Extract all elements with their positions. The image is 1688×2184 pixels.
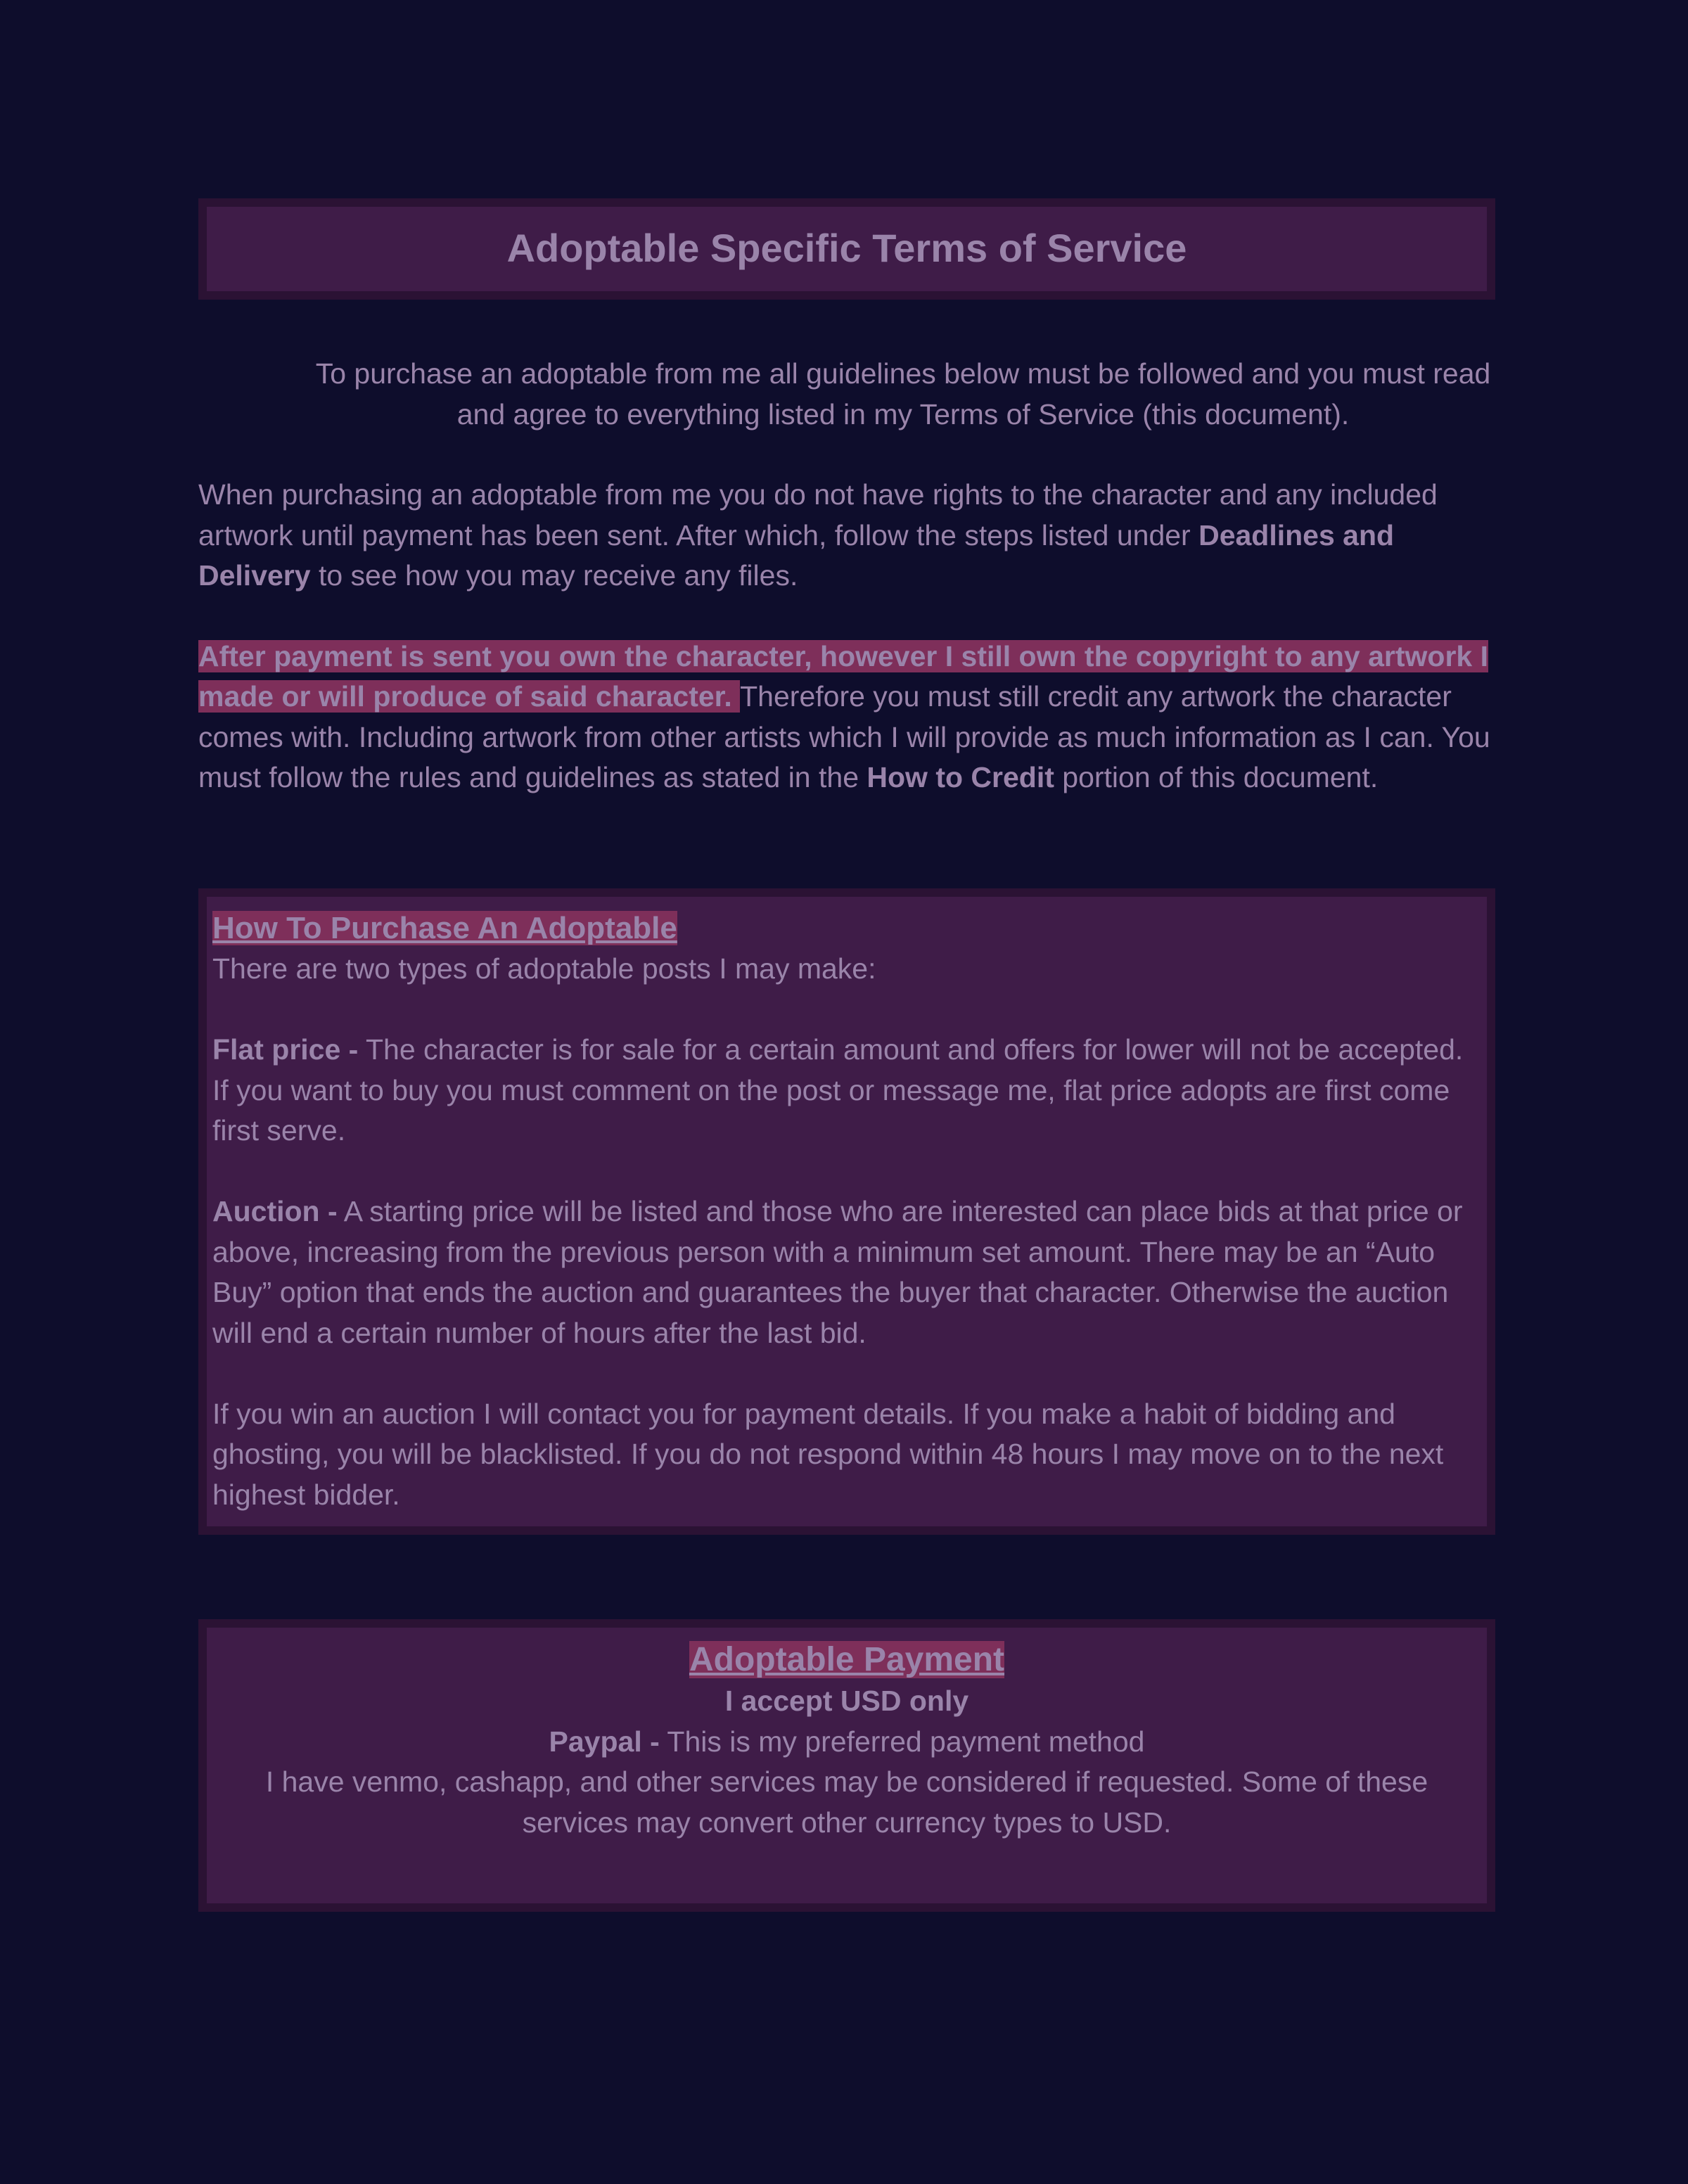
payment-section: [198, 1619, 1495, 1912]
flat-price-text: The character is for sale for a certain amount and offers for lower will not be accepted. If you want to buy you must comment on the post or message me, flat price adopts are first come first serve.: [212, 1033, 1464, 1147]
paypal-text: This is my preferred payment method: [659, 1725, 1145, 1758]
paypal-line: [207, 1722, 1487, 1763]
intro-paragraph: To purchase an adoptable from me all guidelines below must be followed and you must read and agree to everything listed in my Terms of Service (this document).: [315, 357, 1491, 430]
copyright-text: Therefore you must still credit any artwork the character comes with. Including artwork from other artists which I will provide as much information as I can. You must follow the rules and guidelines as stated in the: [198, 680, 1490, 793]
how-to-credit-ref: How to Credit: [867, 761, 1054, 793]
auction-paragraph: [212, 1192, 1481, 1353]
rights-text: When purchasing an adoptable from me you do not have rights to the character and any included artwork until payment has been sent. After which, follow the steps listed under: [198, 478, 1438, 551]
purchase-heading: How To Purchase An Adoptable: [212, 910, 677, 945]
page-title: Adoptable Specific Terms of Service: [506, 225, 1187, 270]
auction-text: A starting price will be listed and those who are interested can place bids at that price or above, increasing from the previous person with a minimum set amount. There may be an “Auto Buy” option that ends the auction and guarantees the buyer that character. Otherwise the auction will end a certain number of hours after the last bid.: [212, 1195, 1463, 1349]
flat-price-label: Flat price -: [212, 1033, 359, 1066]
payment-heading: Adoptable Payment: [689, 1641, 1005, 1678]
rights-text-end: to see how you may receive any files.: [310, 559, 798, 592]
copyright-highlight: After payment is sent you own the character, however I still own the copyright to any artwork I made or will produce of said character.: [198, 639, 1489, 713]
title-banner: [198, 198, 1495, 300]
copyright-text-end: portion of this document.: [1054, 761, 1379, 793]
purchase-intro: There are two types of adoptable posts I may make:: [212, 952, 876, 985]
copyright-paragraph: [198, 637, 1495, 798]
deadlines-delivery-ref: Deadlines and Delivery: [198, 518, 1395, 592]
currency-note: I accept USD only: [724, 1685, 969, 1717]
paypal-label: Paypal -: [549, 1725, 660, 1758]
tos-document: [198, 198, 1495, 1912]
purchase-section: [198, 888, 1495, 1535]
other-services-text: I have venmo, cashapp, and other services may be considered if requested. Some of these services may convert other currency types to USD.: [265, 1765, 1428, 1839]
auction-label: Auction -: [212, 1195, 338, 1227]
flat-price-paragraph: [212, 1030, 1481, 1151]
rights-paragraph: [198, 475, 1495, 596]
auction-win-paragraph: If you win an auction I will contact you for payment details. If you make a habit of bidding and ghosting, you will be blacklisted. If you do not respond within 48 hours I may move on to the next highest bidder.: [212, 1397, 1444, 1511]
